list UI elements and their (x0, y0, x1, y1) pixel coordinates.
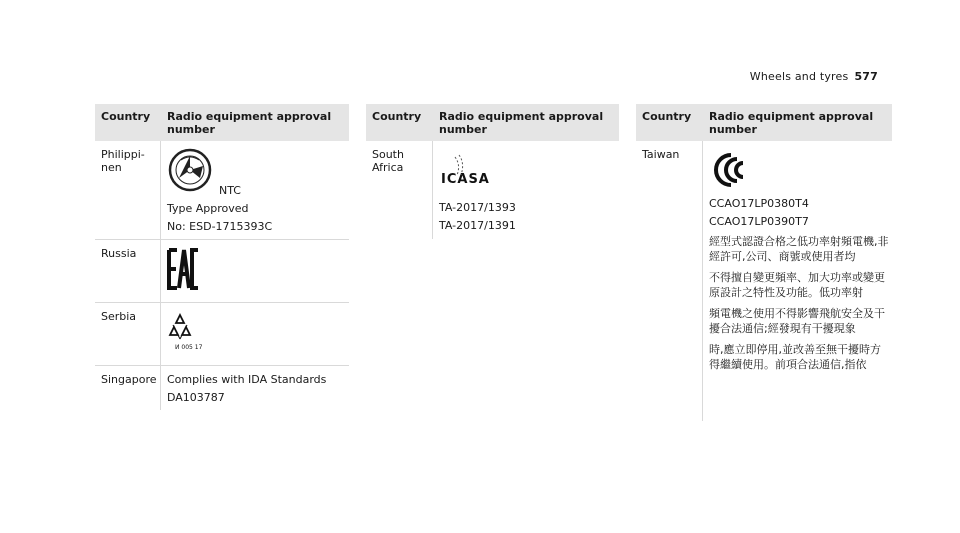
approval-line: Type Approved (167, 202, 249, 215)
country-cell: South Africa (366, 141, 433, 239)
eac-logo-icon (167, 248, 199, 290)
svg-text:И 005 17: И 005 17 (175, 344, 203, 351)
table-header (366, 104, 619, 141)
header-approval: Radio equipment approval number (439, 110, 604, 136)
approval-cell (161, 240, 349, 302)
table-header (95, 104, 349, 141)
table-row (95, 141, 349, 240)
serbia-triangle-logo-icon (167, 313, 211, 355)
country-cell: Russia (95, 240, 161, 302)
approval-line: No: ESD-1715393C (167, 220, 273, 233)
ncc-notice: 不得擅自變更頻率、加大功率或變更原設計之特性及功能。低功率射 (709, 271, 885, 299)
table-row (95, 240, 349, 303)
ncc-notice: 經型式認證合格之低功率射頻電機,非經許可,公司、商號或使用者均 (709, 235, 889, 263)
page-header (750, 70, 878, 83)
approval-cell (161, 366, 349, 410)
table-row (636, 141, 892, 421)
table-row (366, 141, 619, 239)
country-cell: Singapore (95, 366, 161, 410)
table-row (95, 303, 349, 366)
country-cell: Taiwan (636, 141, 703, 421)
page-number: 577 (854, 70, 878, 83)
header-country: Country (372, 110, 422, 123)
approval-line: CCAO17LP0390T7 (709, 215, 809, 228)
header-approval: Radio equipment approval number (167, 110, 332, 136)
approval-table-3 (636, 104, 892, 421)
approval-cell (161, 303, 349, 365)
country-cell: Serbia (95, 303, 161, 365)
table-row (95, 366, 349, 410)
approval-cell (161, 141, 349, 239)
ncc-logo-icon (709, 151, 749, 189)
approval-line: Complies with IDA Standards (167, 373, 327, 386)
header-country: Country (642, 110, 692, 123)
approval-line: CCAO17LP0380T4 (709, 197, 809, 210)
ncc-notice: 時,應立即停用,並改善至無干擾時方得繼續使用。前項合法通信,指依 (709, 343, 881, 371)
section-title: Wheels and tyres (749, 70, 849, 83)
approval-cell (433, 141, 619, 239)
approval-line: TA-2017/1393 (439, 201, 516, 214)
approval-table-1 (95, 104, 349, 410)
approval-cell (703, 141, 892, 421)
svg-text:ICASA: ICASA (441, 172, 490, 187)
country-cell: Philippi-nen (95, 141, 161, 239)
ntc-logo-icon (167, 148, 213, 192)
ntc-label: NTC (219, 184, 241, 197)
table-header (636, 104, 892, 141)
ncc-notice: 頻電機之使用不得影響飛航安全及干擾合法通信;經發現有干擾現象 (709, 307, 885, 335)
approval-line: TA-2017/1391 (439, 219, 516, 232)
approval-line: DA103787 (167, 391, 225, 404)
approval-table-2 (366, 104, 619, 239)
header-country: Country (101, 110, 151, 123)
header-approval: Radio equipment approval number (709, 110, 874, 136)
icasa-logo-icon (439, 151, 491, 193)
